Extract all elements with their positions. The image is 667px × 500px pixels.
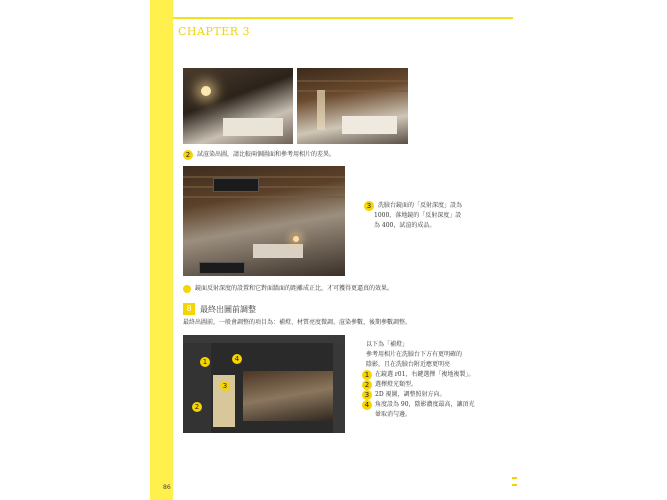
- notes-line-2: 參考用相片在洗臉台下方有更明確的: [366, 351, 463, 358]
- note-item-2: [362, 380, 512, 390]
- note-text-2: 選擇燈光類型。: [375, 381, 418, 388]
- step-3-line-2: 1000、落地鏡的「反射深度」設: [374, 212, 462, 219]
- note-item-3: [362, 390, 512, 400]
- notes-line-end: 暈取消勻邊。: [375, 411, 412, 418]
- chapter-header: CHAPTER 3: [178, 25, 250, 38]
- section-intro: 最終出圖前，一般會調整的項目為：補燈、材質亮度微調、渲染參數、後期參數調整。: [183, 319, 412, 326]
- lighting-notes: [362, 340, 512, 420]
- note-item-1: [362, 370, 512, 380]
- section-number: 8: [183, 303, 195, 315]
- section-heading: [183, 303, 256, 315]
- step-3-line-3: 為 400，試渲的成品。: [374, 222, 436, 229]
- section-title: 最終出圖前調整: [200, 304, 256, 314]
- bullet-note-text: 鏡面反射深度的設置和它對面牆面的距離成正比，才可獲得更逼真的效果。: [195, 285, 394, 292]
- yellow-margin-strip: [150, 0, 173, 500]
- bullet-dot-icon: [183, 285, 191, 293]
- note-marker-4: 4: [362, 400, 372, 410]
- step-2-marker: 2: [183, 150, 193, 160]
- notes-line-1: 以下為「補燈」: [366, 341, 409, 348]
- bathroom-render-reflection-depth: [183, 166, 345, 276]
- note-text-4: 角度設為 90，陰影濃度最高，讓頂光: [375, 401, 475, 408]
- footer-dash-bottom: [512, 484, 517, 486]
- bullet-note: [183, 284, 393, 294]
- screenshot-marker-3: 3: [220, 381, 230, 391]
- step-3-marker: 3: [364, 201, 374, 211]
- software-screenshot: [183, 335, 345, 433]
- note-marker-3: 3: [362, 390, 372, 400]
- screenshot-marker-4: 4: [232, 354, 242, 364]
- screenshot-marker-1: 1: [200, 357, 210, 367]
- step-2-caption: [183, 150, 335, 160]
- note-item-4: [362, 400, 512, 410]
- page-number: 86: [163, 484, 171, 491]
- note-text-1: 在鏡選 r01，右鍵選擇「複地複製」。: [375, 371, 475, 378]
- footer-dash-top: [512, 477, 517, 479]
- notes-line-3: 陰影，且在洗臉台附近應更明亮: [366, 361, 451, 368]
- step-3-line-1: 洗臉台鏡面的「反射深度」設為: [378, 202, 463, 209]
- note-text-3: 2D 視圖，調整照射方向。: [375, 391, 446, 398]
- bathroom-render-photo-left: [183, 68, 293, 144]
- screenshot-marker-2: 2: [192, 402, 202, 412]
- note-marker-1: 1: [362, 370, 372, 380]
- step-2-text: 試渲染出圖，請比較兩個圖面和參考用相片的差異。: [197, 151, 336, 158]
- header-rule: [173, 17, 513, 19]
- step-3-caption: [364, 201, 462, 231]
- note-marker-2: 2: [362, 380, 372, 390]
- bathroom-reference-photo-right: [297, 68, 408, 144]
